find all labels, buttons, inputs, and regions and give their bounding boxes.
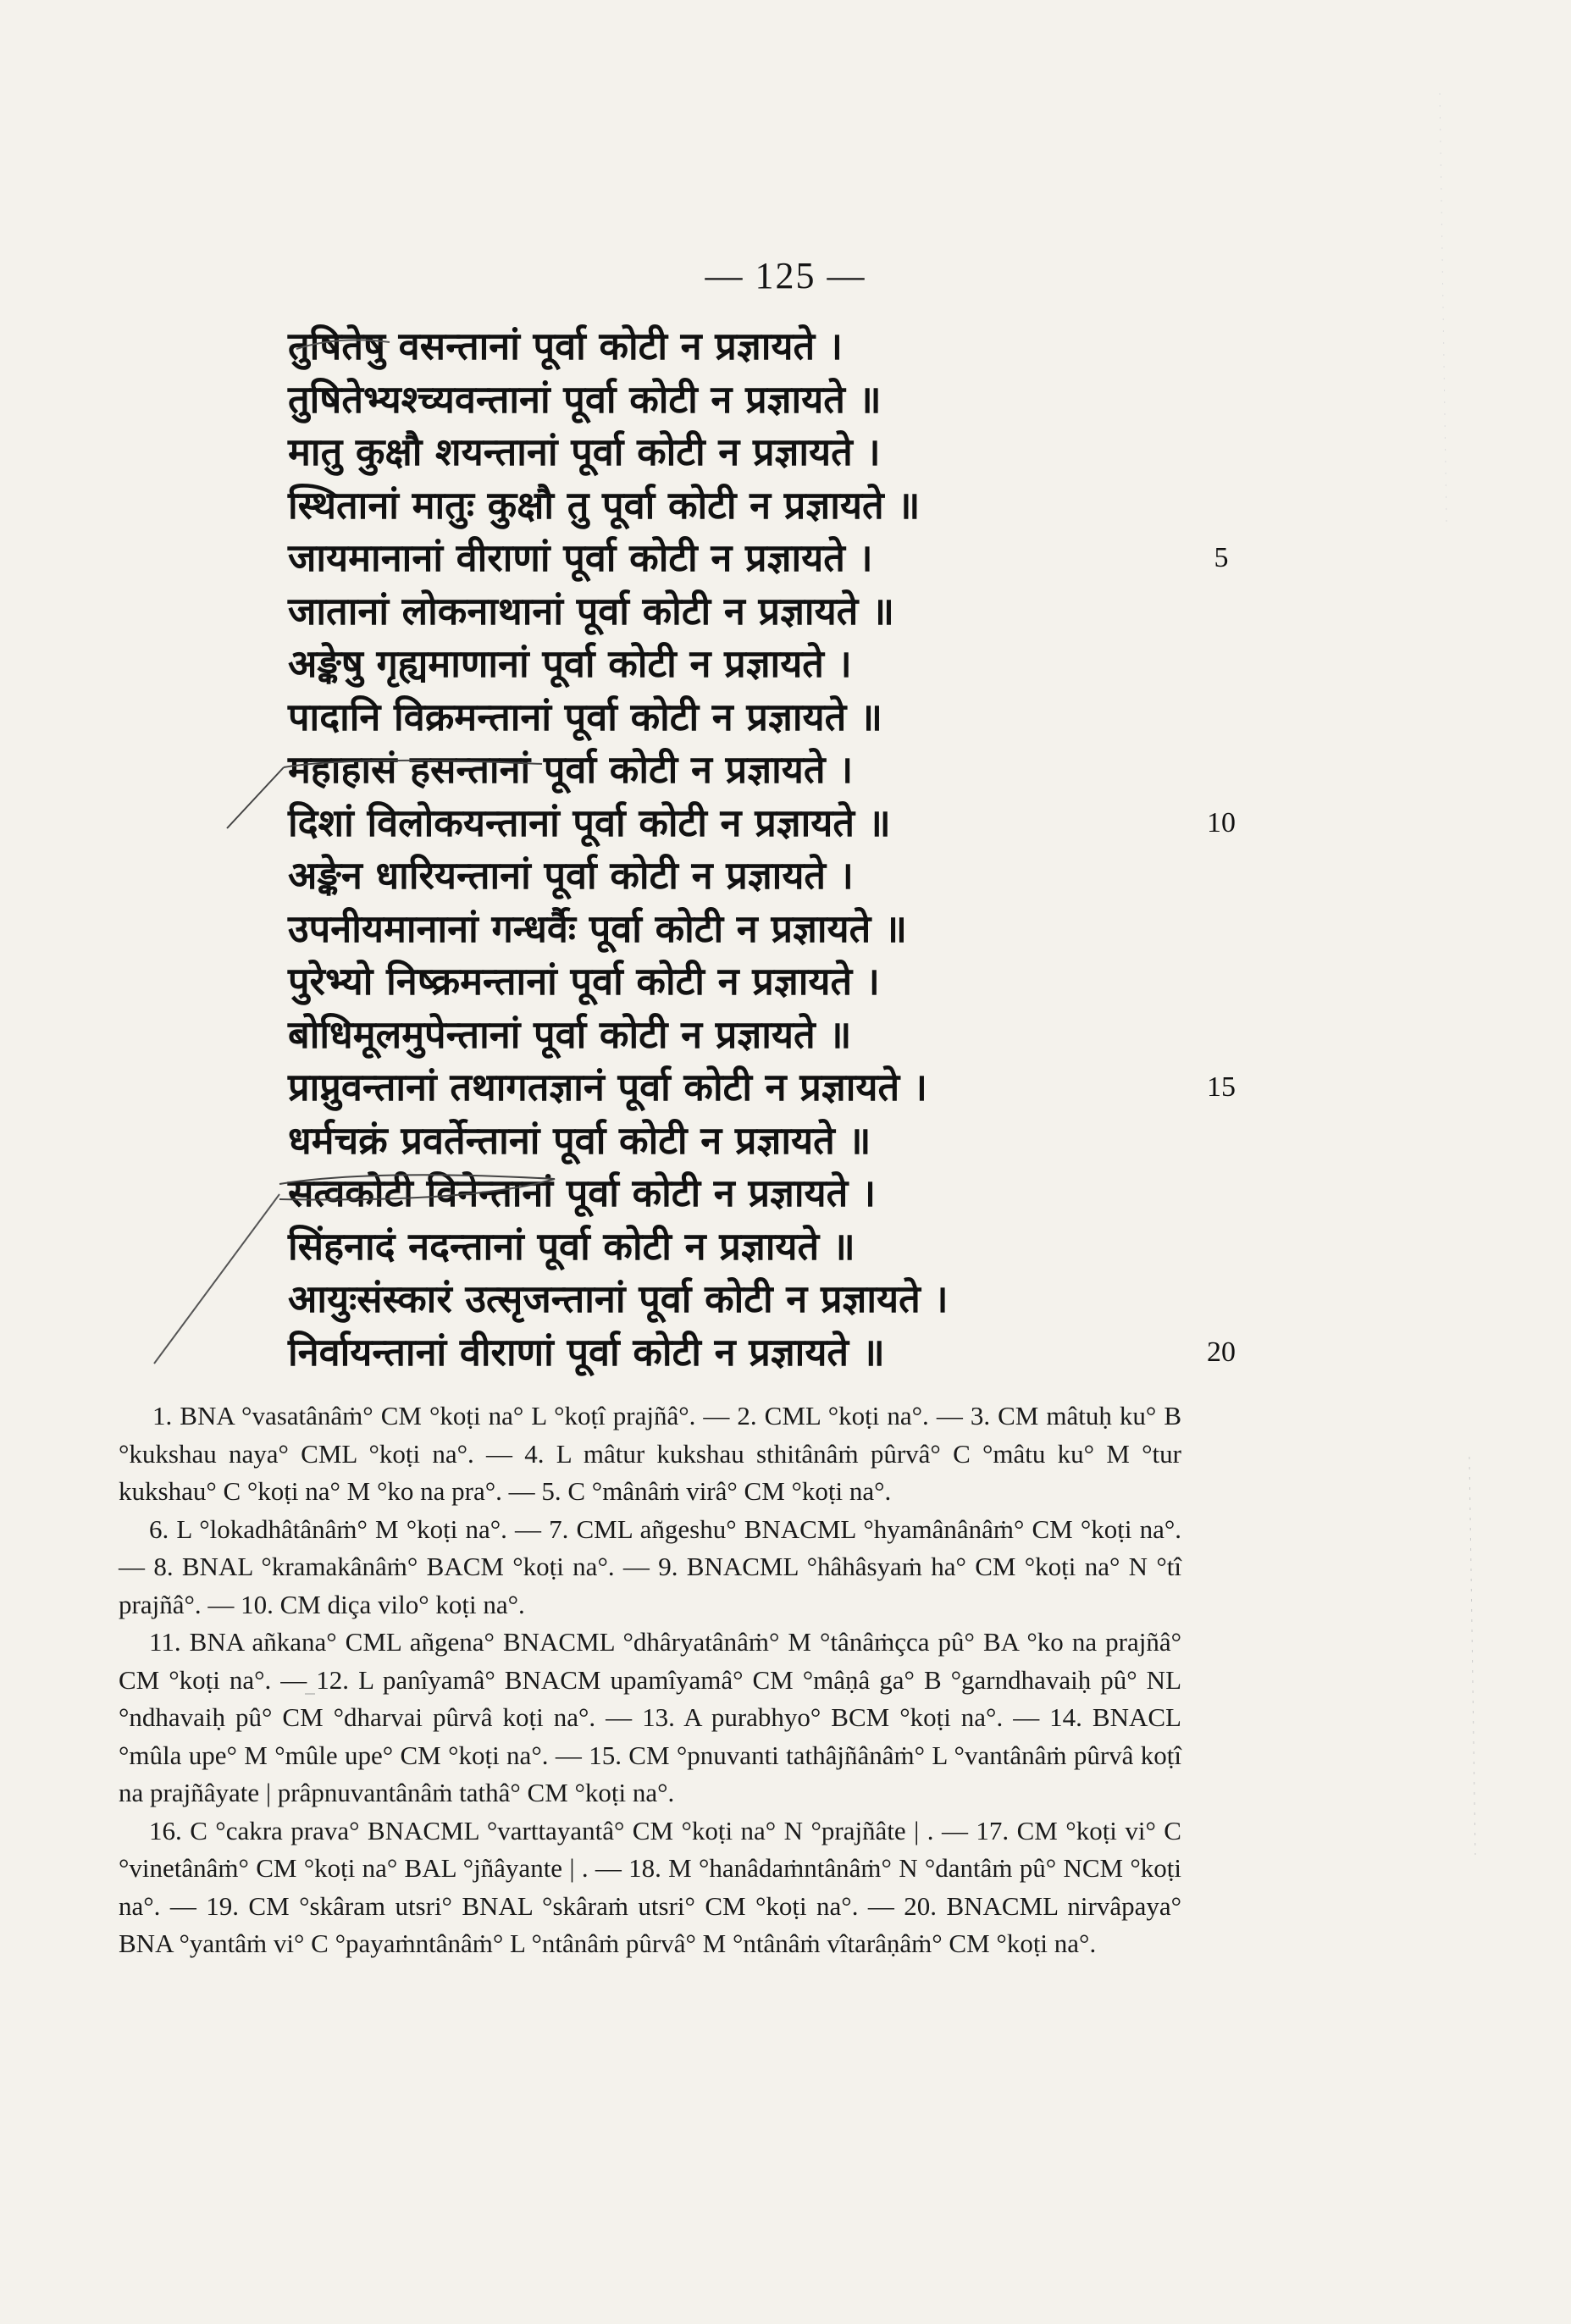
verse-text: पुरेभ्यो निष्क्रमन्तानां पूर्वा कोटी न प्रज्ञायते । [288,959,880,1004]
verse-line [288,585,1220,639]
verse-text: बोधिमूलमुपेन्तानां पूर्वा कोटी न प्रज्ञायते ॥ [288,1011,852,1057]
verse-text: सत्वकोटी विनेन्तानां पूर्वा कोटी न प्रज्ञायते । [288,1170,877,1215]
verse-text: पादानि विक्रमन्तानां पूर्वा कोटी न प्रज्ञायते ॥ [288,694,882,739]
verse-line [288,1326,1236,1380]
line-number: 15 [1207,1071,1236,1103]
footnote-paragraph: 6. L °lokadhâtânâṁ° M °koṭi na°. — 7. CML añgeshu° BNACML °hyamânânâṁ° CM °koṭi na°. — 8. BNAL °kramakânâṁ° BACM °koṭi na°. — 9. BNACML °hâhâsyaṁ ha° CM °koṭi na° N °tî prajñâ°. — 10. CM diça vilo° koṭi na°. [119,1513,1181,1619]
verse-text: जायमानानां वीराणां पूर्वा कोटी न प्रज्ञायते । [288,535,873,580]
line-number: 5 [1214,542,1229,573]
verse-line [288,1220,1220,1274]
verse-text: सिंहनादं नदन्तानां पूर्वा कोटी न प्रज्ञायते ॥ [288,1223,855,1269]
verse-text: आयुःसंस्कारं उत्सृजन्तानां पूर्वा कोटी न प्रज्ञायते । [288,1276,949,1321]
verse-text: अङ्केन धारियन्तानां पूर्वा कोटी न प्रज्ञायते । [288,853,854,898]
verse-text: प्राप्नुवन्तानां तथागतज्ञानं पूर्वा कोटी न प्रज्ञायते । [288,1065,927,1109]
verse-line [288,1115,1220,1168]
verse-line [288,638,1220,691]
verse-line [288,320,1220,374]
verse-line [288,426,1220,479]
verse-line [288,532,1229,585]
verse-text: निर्वायन्तानां वीराणां पूर्वा कोटी न प्रज्ञायते ॥ [288,1329,885,1375]
footnotes [119,1397,1181,1963]
verse-text: मातु कुक्षौ शयन्तानां पूर्वा कोटी न प्रज्ञायते । [288,429,881,474]
verse-text: अङ्केषु गृह्यमाणानां पूर्वा कोटी न प्रज्ञायते । [288,641,852,686]
verse-line [288,797,1236,850]
verse-line [288,1061,1236,1115]
footnote-paragraph: 11. BNA añkana° CML añgena° BNACML °dhâryatânâṁ° M °tânâṁçca pû° BA °ko na prajñâ° CM °koṭi na°. — 12. L panîyamâ° BNACM upamîyamâ° CM °mâṇâ ga° B °garndhavaiḥ pû° NL °ndhavaiḥ pû° CM °dharvai pûrvâ koṭi na°. — 13. A purabhyo° BCM °koṭi na°. — 14. BNACL °mûla upe° M °mûle upe° CM °koṭi na°. — 15. CM °pnuvanti tathâjñânâṁ° L °vantânâṁ pûrvâ koṭî na prajñâyate | prâpnuvantânâṁ tathâ° CM °koṭi na°. [119,1627,1181,1807]
verse-line [288,849,1220,903]
verse-line [288,903,1220,956]
footnote-paragraph: 16. C °cakra prava° BNACML °varttayantâ° CM °koṭi na° N °prajñâte | . — 17. CM °koṭi vi° C °vinetânâṁ° CM °koṭi na° BAL °jñâyante | . — 18. M °hanâdaṁntânâṁ° N °dantâṁ pû° NCM °koṭi na°. — 19. CM °skâram utsri° BNAL °skâraṁ utsri° CM °koṭi na°. — 20. BNACML nirvâpaya° BNA °yantâṁ vi° C °payaṁntânâṁ° L °ntânâṁ pûrvâ° M °ntânâṁ vîtarâṇâṁ° CM °koṭi na°. [119,1815,1181,1958]
verse-line [288,479,1220,533]
verse-line [288,1009,1220,1062]
verse-text: धर्मचक्रं प्रवर्तेन्तानां पूर्वा कोटी न प्रज्ञायते ॥ [288,1117,871,1163]
line-number: 20 [1207,1336,1236,1368]
verse-text: जातानां लोकनाथानां पूर्वा कोटी न प्रज्ञायते ॥ [288,588,894,634]
page-header: — 125 — [705,255,866,296]
footnote-paragraph: 1. BNA °vasatânâṁ° CM °koṭi na° L °koṭî prajñâ°. — 2. CML °koṭi na°. — 3. CM mâtuḥ ku° B °kukshau naya° CML °koṭi na°. — 4. L mâtur kukshau sthitânâṁ pûrvâ° C °mâtu ku° M °tur kukshau° C °koṭi na° M °ko na pra°. — 5. C °mânâṁ virâ° CM °koṭi na°. [119,1401,1181,1506]
verse-text: तुषितेभ्यश्च्यवन्तानां पूर्वा कोटी न प्रज्ञायते ॥ [288,376,882,422]
verse-line [288,1273,1220,1326]
verse-line [288,374,1220,427]
verse-line [288,1167,1220,1220]
verse-text: उपनीयमानानां गन्धर्वैः पूर्वा कोटी न प्रज्ञायते ॥ [288,905,907,951]
verse-text: स्थितानां मातुः कुक्षौ तु पूर्वा कोटी न प्रज्ञायते ॥ [288,482,921,528]
verse-line [288,691,1220,744]
verse-block [288,320,1236,1379]
verse-line [288,955,1220,1009]
verse-text: दिशां विलोकयन्तानां पूर्वा कोटी न प्रज्ञायते ॥ [288,800,891,845]
verse-line [288,744,1220,797]
verse-text: तुषितेषु वसन्तानां पूर्वा कोटी न प्रज्ञायते । [288,324,843,368]
verse-text: महाहासं हसन्तानां पूर्वा कोटी न प्रज्ञायते । [288,747,854,792]
line-number: 10 [1207,806,1236,838]
